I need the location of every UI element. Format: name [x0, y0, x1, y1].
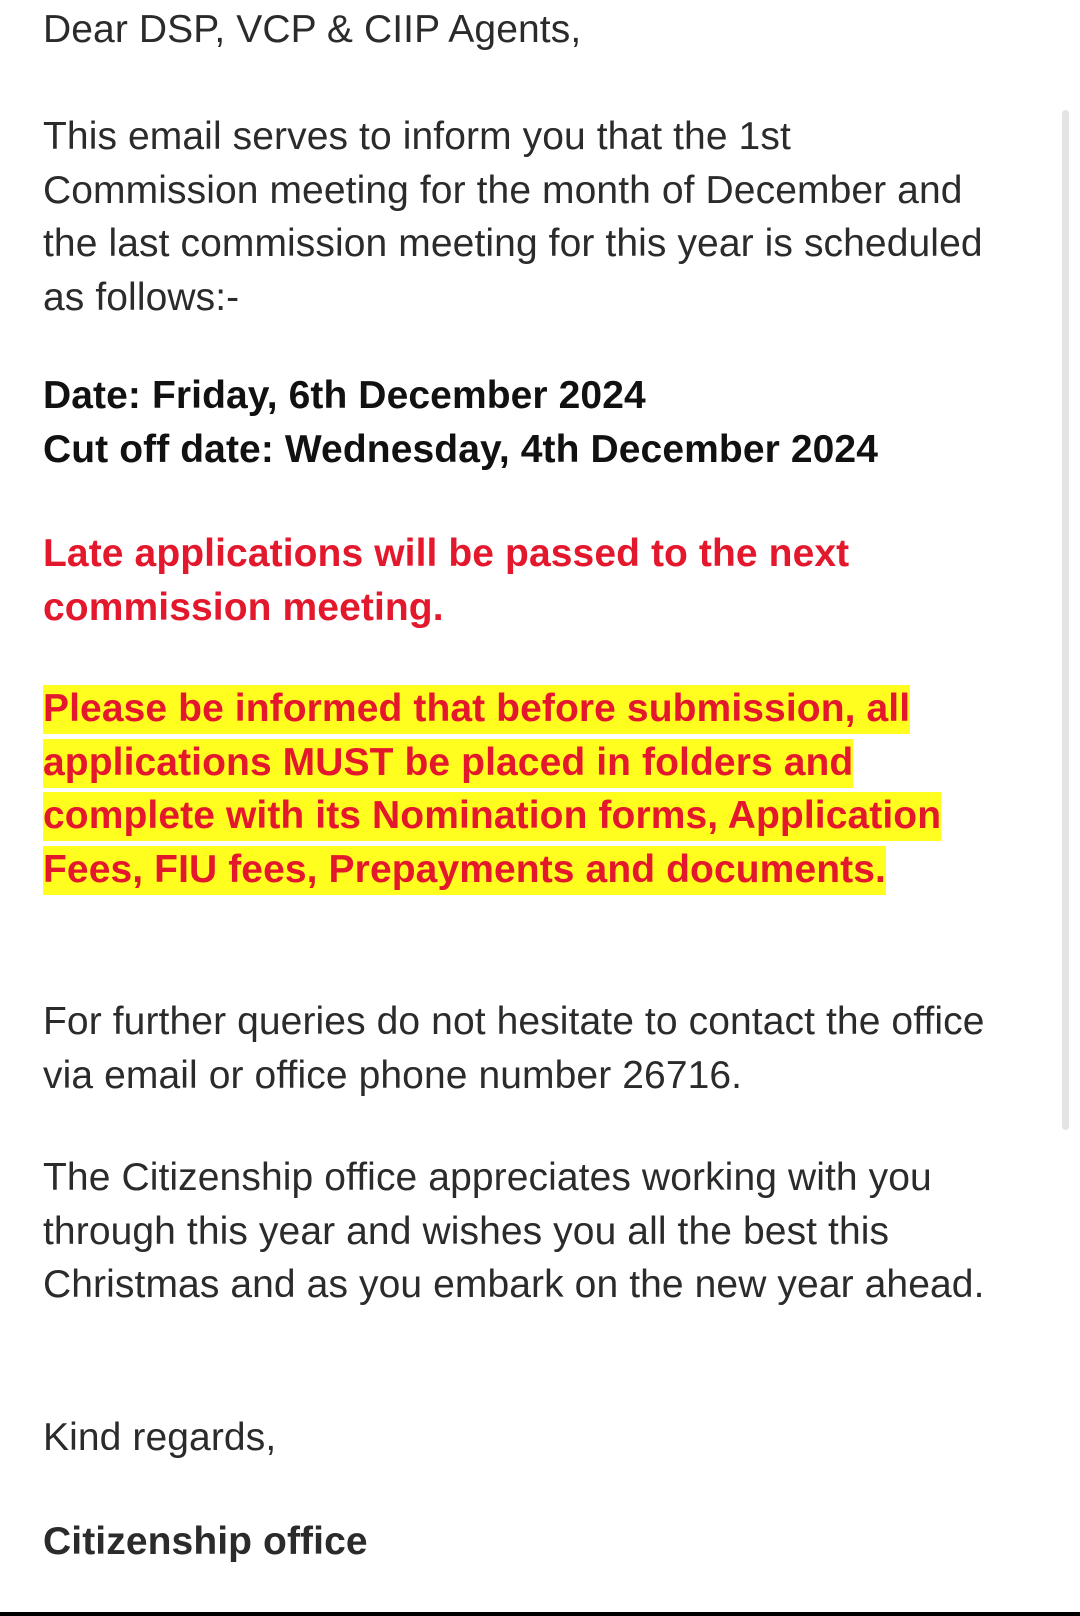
screen-bottom-edge: [0, 1612, 1080, 1616]
meeting-dates: [43, 369, 1043, 476]
cutoff-date: Cut off date: Wednesday, 4th December 2024: [43, 427, 878, 471]
email-closing: Kind regards,: [43, 1416, 277, 1459]
email-intro-paragraph: This email serves to inform you that the 1st Commission meeting for the month of December and the last commission meeting for this year is scheduled as follows:-: [43, 115, 983, 319]
appreciation-paragraph: The Citizenship office appreciates working with you through this year and wishes you all the best this Christmas and as you embark on the new year ahead.: [43, 1156, 985, 1306]
queries-paragraph: For further queries do not hesitate to contact the office via email or office phone number 26716.: [43, 1000, 985, 1097]
submission-requirements-notice: [43, 682, 1003, 896]
meeting-date: Date: Friday, 6th December 2024: [43, 374, 646, 417]
highlighted-text: Please be informed that before submission, all applications MUST be placed in folders and complete with its Nomination forms, Application Fees, FIU fees, Prepayments and documents.: [43, 685, 941, 895]
late-applications-notice: Late applications will be passed to the next commission meeting.: [43, 532, 850, 629]
email-signature: Citizenship office: [43, 1520, 368, 1563]
vertical-scrollbar[interactable]: [1062, 110, 1069, 1130]
email-greeting: Dear DSP, VCP & CIIP Agents,: [43, 8, 582, 51]
